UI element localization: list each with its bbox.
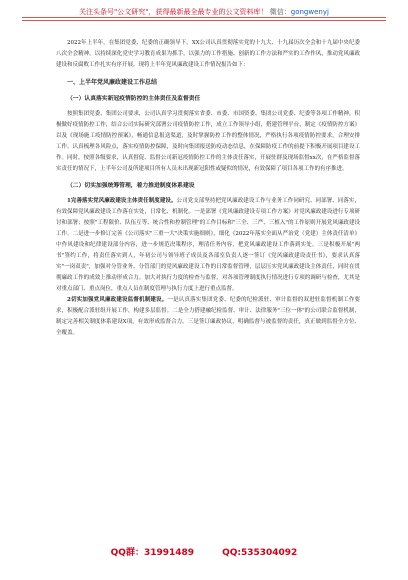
top-divider-1 <box>22 17 386 18</box>
subsection-heading-1: （一）认真落实新冠疫情防控的主体责任及监督责任 <box>67 96 201 102</box>
point-1-body: 公司党支部坚持把党风廉政建设工作与业务工作同研究、同部署、同落实，有效保障党风廉政建设工作落在实处，日常化、机制化。一是部署《党风廉政建设专项工作方案》对党风廉政建设进行专项研讨和部署；按照"工程限价、队伍互等、统合性和控制管理"的工作目标和"三全、三严、三植入"的工作原则开展党风廉政建设工作。二是进一步修订完善《公司落实"三重一大"决策实施细则》，细化《2022年落实全面从严治党（党建）主体责任清单》中作风建设和纪律建设部分内容，进一步规范决策程序，理清任务内容，把党风廉政建设工作落到实处。三是积极开展"两书"签约工作，将责任落实到人，年初公司与领导班子成员及各部室负责人逐一签订《党风廉政建设责任书》，要求认真落实"一岗双责"，加强对分管业务、分管部门的党风廉政建设工作的日常监督管理，层层压实党风廉政建设主体责任，同时在贯彻廉政工作的成效上推动形成合力。加大对执行力度的检查与监督，对各项管理制度执行情况进行专项的调研与检查，尤其是对重点部门、重点岗位，重点人员在制度管理与执行力度上进行重点监督。 <box>56 198 360 292</box>
point-1-paragraph <box>56 196 360 295</box>
point-1-lead: 1完善落实党风廉政建设主体责任制度建设。 <box>67 198 177 204</box>
qq-group: QQ群：31991489 <box>110 548 195 558</box>
subsection-1-body: 按照集团党委、集团公司要求，公司认真学习贯彻落实省委、市委、市国资委、集团公司党委、纪委等各项工作精神，积极做好疫情防控工作，结合公司实际研究部署公司疫情防控工作，成立工作领导小组，搭建管理平台，制定《疫情防控方案》以及《现场施工疫情防控预案》，畅通信息报送渠道，及时掌握防控工作的整体情况，严格执行各项疫情防控要求，合理安排工作。认真梳理各风险点，落实疫情防控保障，及时向集团报送防疫动态信息，在保障防疫工作的前提下积极开展项目建设工作。同时，按照各级要求，认真督促、监督公司新冠疫情防控工作的主体责任落实，开展驻群及现场监督xx次，在严格监督落实责任的情况下，上半年公司及所建项目所有人员未出现新冠阳性或疑似的情况，有效保障了项目各项工作的有序推进。 <box>56 111 360 172</box>
promo-text: 关注头条号"公文研究"，获得最新最全最专业的公文资料库！ <box>79 8 268 16</box>
subsection-heading-2: （二）切实加强统筹管理，着力推进制度体系建设 <box>67 183 195 189</box>
point-2-paragraph <box>56 295 360 339</box>
section-heading: 一、上半年党风廉政建设工作总结 <box>67 79 158 86</box>
top-divider-2 <box>22 20 386 21</box>
contact-footer <box>0 545 408 558</box>
wechat-label: 微信： <box>269 8 291 16</box>
intro-paragraph: 2022年上半年，在集团党委、纪委的正确领导下，XX公司认真贯彻落实党的十九大、十九届历次全会和十九届中央纪委八次全会精神，以持续深化党史学习教育成果为抓手，以强力的工作措施、创新的工作方法和严实的工作作风，推动党风廉政建设和反腐败工作扎实有序开展。现将上半年党风廉政建设工作情况报告如下： <box>56 40 360 68</box>
point-2-body: 一是认真落实集团党委、纪委的纪检派驻、审计监督的双进驻监督机制工作要求，积极配合派驻组开展工作，构建多层监督。二是全力搭建融纪检监督、审计、法律服务"三位一体"的公司联合监督机制，制定完善相关制度体系建设X项，有效形成监督合力。三是签订廉政协议，明确监督与被监督的责任，真正做到监督全方位、全覆盖。 <box>56 297 360 336</box>
document-body <box>56 38 360 339</box>
wechat-id: gongwenyj <box>290 8 329 16</box>
point-2-lead: 2切实加强党风廉政建设监督机制建设。 <box>67 297 168 303</box>
qq-number: QQ:535304092 <box>222 548 298 558</box>
promo-banner <box>0 7 408 17</box>
